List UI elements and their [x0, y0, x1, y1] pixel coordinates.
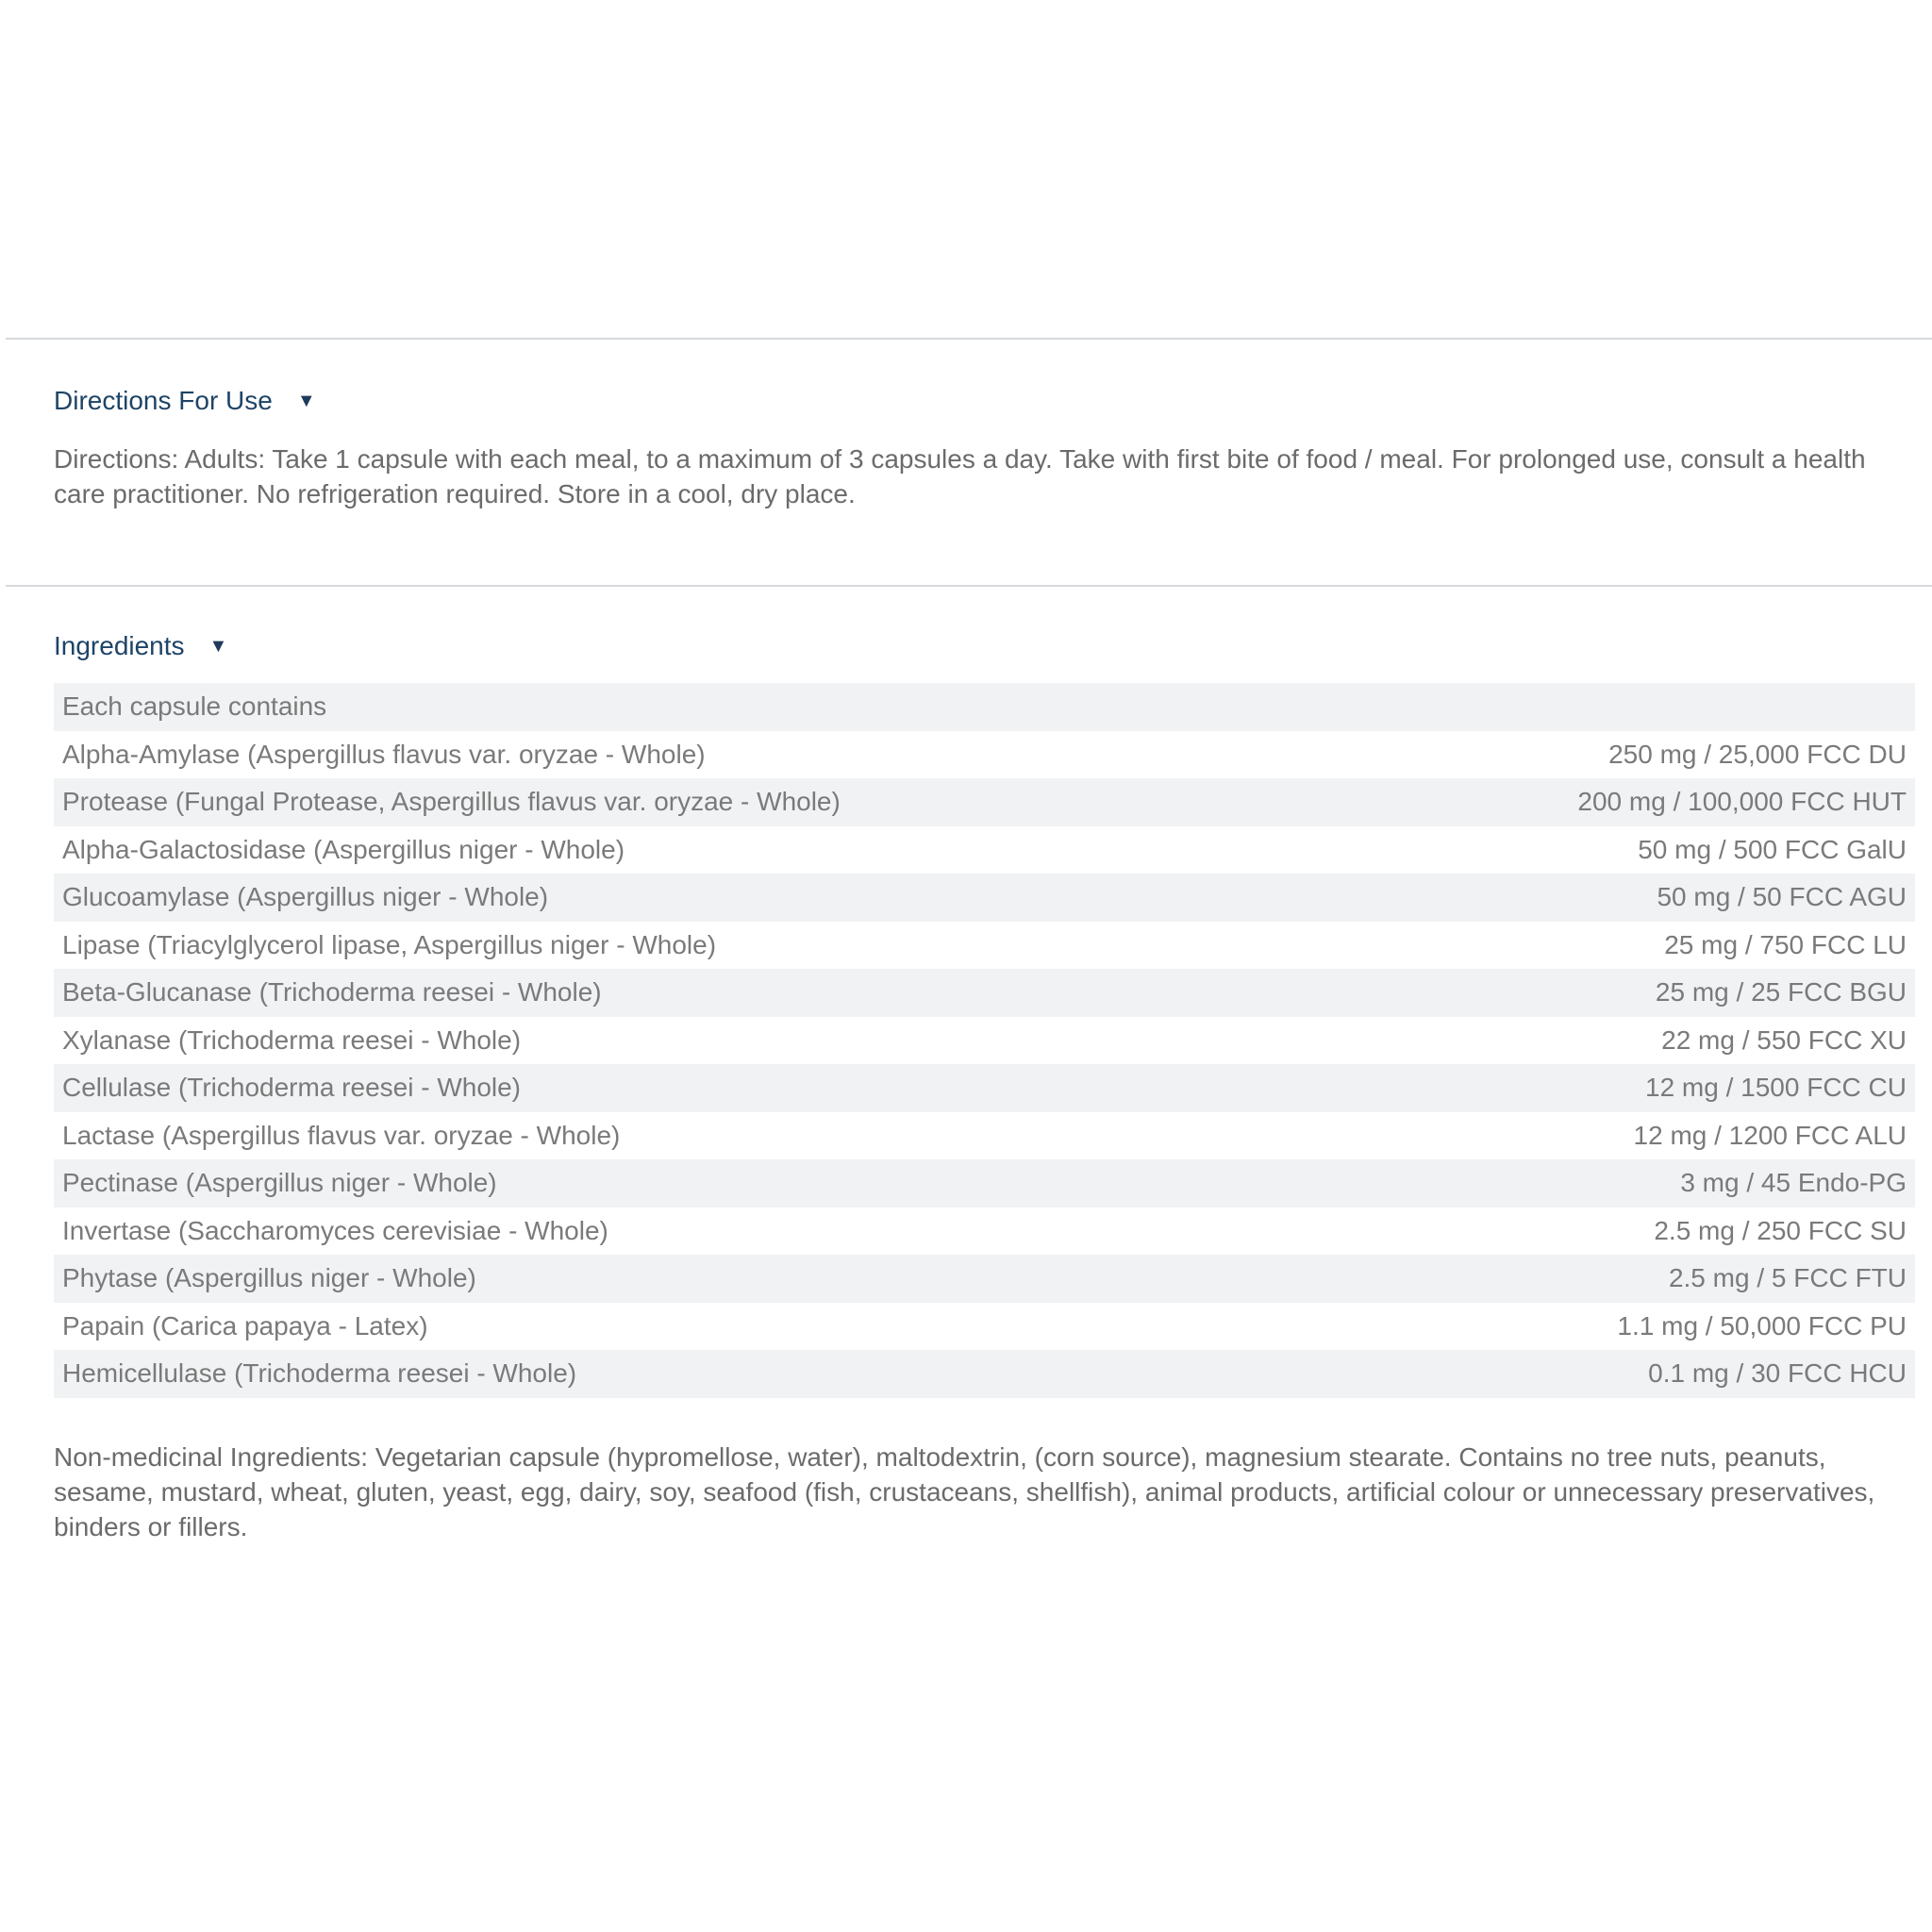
table-row: [54, 969, 1915, 1017]
table-row: [54, 874, 1915, 922]
caret-down-icon: ▼: [296, 391, 316, 411]
table-row: [54, 1255, 1915, 1303]
table-row: [54, 922, 1915, 970]
ingredient-name: Cellulase (Trichoderma reesei - Whole): [54, 1064, 1351, 1112]
ingredient-name: Alpha-Galactosidase (Aspergillus niger - Whole): [54, 826, 1351, 874]
ingredient-amount: 25 mg / 750 FCC LU: [1351, 922, 1915, 970]
ingredients-toggle[interactable]: [54, 630, 1916, 662]
table-row: [54, 731, 1915, 779]
ingredient-amount: 250 mg / 25,000 FCC DU: [1351, 731, 1915, 779]
ingredient-amount: 0.1 mg / 30 FCC HCU: [1351, 1350, 1915, 1398]
table-row: [54, 1064, 1915, 1112]
ingredient-amount: 12 mg / 1200 FCC ALU: [1351, 1112, 1915, 1160]
ingredient-name: Glucoamylase (Aspergillus niger - Whole): [54, 874, 1351, 922]
directions-toggle[interactable]: [54, 385, 1916, 417]
ingredient-amount: 50 mg / 50 FCC AGU: [1351, 874, 1915, 922]
non-medicinal-ingredients: Non-medicinal Ingredients: Vegetarian capsule (hypromellose, water), maltodextrin, (corn source), magnesium stearate. Contains no tree nuts, peanuts, sesame, mustard, wheat, gluten, yeast, egg, dairy, soy, seafood (fish, crustaceans, shellfish), animal products, artificial colour or unnecessary preservatives, binders or fillers.: [54, 1441, 1875, 1541]
table-row: [54, 778, 1915, 826]
ingredient-name: Alpha-Amylase (Aspergillus flavus var. oryzae - Whole): [54, 731, 1351, 779]
table-row: [54, 1208, 1915, 1256]
ingredient-name: Protease (Fungal Protease, Aspergillus flavus var. oryzae - Whole): [54, 778, 1351, 826]
table-header-cell: Each capsule contains: [54, 683, 1915, 731]
ingredient-amount: 25 mg / 25 FCC BGU: [1351, 969, 1915, 1017]
ingredient-amount: 2.5 mg / 5 FCC FTU: [1351, 1255, 1915, 1303]
ingredient-name: Hemicellulase (Trichoderma reesei - Whole): [54, 1350, 1351, 1398]
ingredient-amount: 12 mg / 1500 FCC CU: [1351, 1064, 1915, 1112]
table-row: [54, 1303, 1915, 1351]
section-divider: [6, 585, 1932, 587]
table-header-row: [54, 683, 1915, 731]
ingredients-heading: Ingredients: [54, 631, 185, 660]
table-row: [54, 1017, 1915, 1065]
ingredient-name: Lactase (Aspergillus flavus var. oryzae - Whole): [54, 1112, 1351, 1160]
ingredient-name: Xylanase (Trichoderma reesei - Whole): [54, 1017, 1351, 1065]
ingredient-name: Pectinase (Aspergillus niger - Whole): [54, 1159, 1351, 1208]
ingredient-name: Phytase (Aspergillus niger - Whole): [54, 1255, 1351, 1303]
table-row: [54, 1350, 1915, 1398]
table-row: [54, 826, 1915, 874]
table-row: [54, 1112, 1915, 1160]
ingredients-section: [54, 630, 1916, 1544]
ingredients-table: [54, 683, 1915, 1398]
ingredient-name: Beta-Glucanase (Trichoderma reesei - Whole): [54, 969, 1351, 1017]
directions-text: Directions: Adults: Take 1 capsule with each meal, to a maximum of 3 capsules a day. Take with first bite of food / meal. For prolonged use, consult a health care practitioner. No refrigeration required. Store in a cool, dry place.: [54, 444, 1866, 508]
ingredient-name: Invertase (Saccharomyces cerevisiae - Whole): [54, 1208, 1351, 1256]
ingredient-amount: 50 mg / 500 FCC GalU: [1351, 826, 1915, 874]
ingredient-amount: 200 mg / 100,000 FCC HUT: [1351, 778, 1915, 826]
ingredient-amount: 1.1 mg / 50,000 FCC PU: [1351, 1303, 1915, 1351]
ingredient-amount: 3 mg / 45 Endo-PG: [1351, 1159, 1915, 1208]
caret-down-icon: ▼: [208, 636, 228, 657]
section-divider: [6, 338, 1932, 340]
ingredient-name: Lipase (Triacylglycerol lipase, Aspergillus niger - Whole): [54, 922, 1351, 970]
directions-heading: Directions For Use: [54, 386, 273, 415]
ingredient-amount: 2.5 mg / 250 FCC SU: [1351, 1208, 1915, 1256]
ingredient-amount: 22 mg / 550 FCC XU: [1351, 1017, 1915, 1065]
directions-section: [54, 385, 1916, 511]
ingredient-name: Papain (Carica papaya - Latex): [54, 1303, 1351, 1351]
table-row: [54, 1159, 1915, 1208]
